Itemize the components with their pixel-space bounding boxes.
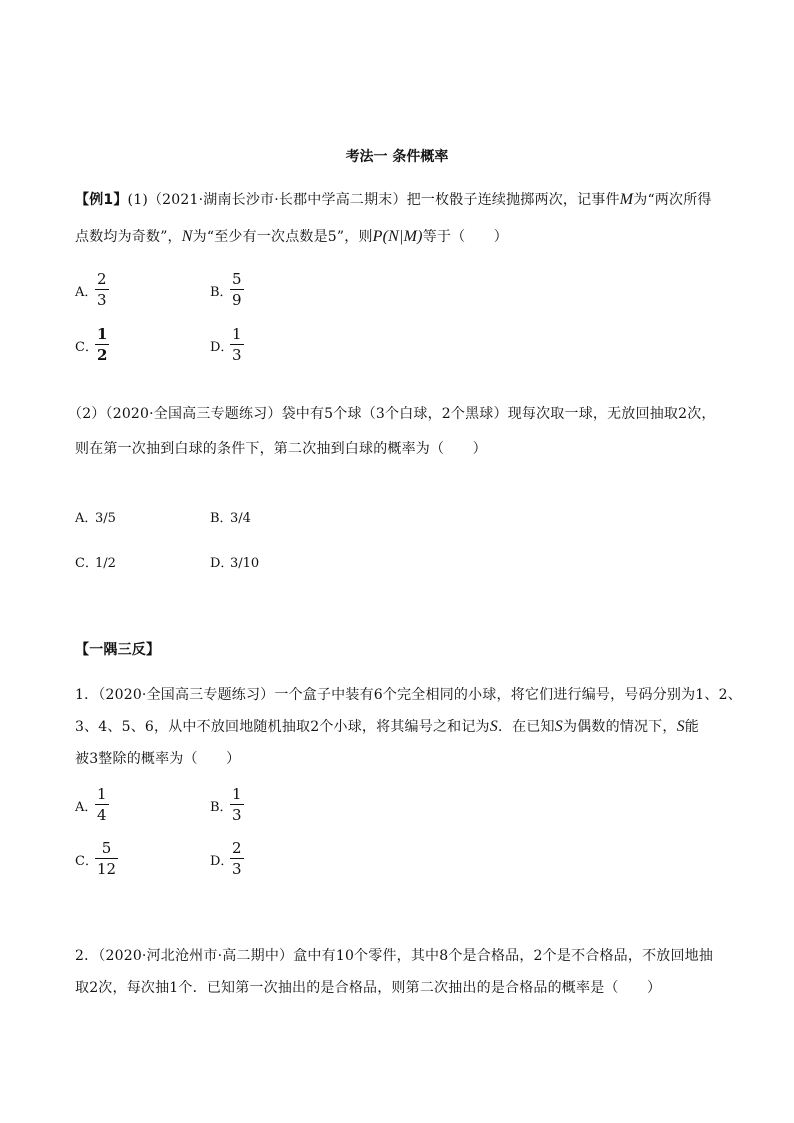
option-label: B． bbox=[210, 511, 233, 526]
fraction: $\frac{5}{12}$ bbox=[97, 839, 117, 878]
q1-text-d: 能 bbox=[684, 719, 699, 735]
var-n: N bbox=[181, 228, 193, 245]
option-label: D． bbox=[210, 339, 234, 355]
example1-text-e: 等于（ ） bbox=[422, 229, 508, 245]
example1-part2-line1: （2）（2020·全国高三专题练习）袋中有5个球（3个白球，2个黑球）现每次取一球，无放回抽取2次， bbox=[68, 406, 716, 422]
option-label: A． bbox=[75, 284, 98, 300]
option-text: 3/4 bbox=[230, 511, 251, 526]
option-d[interactable] bbox=[210, 841, 244, 877]
q2-line2: 取2次，每次抽1个．已知第一次抽出的是合格品，则第二次抽出的是合格品的概率是（ ） bbox=[75, 980, 662, 996]
fraction: $\frac{2}{3}$ bbox=[97, 270, 107, 309]
example1-line2 bbox=[75, 226, 508, 246]
q1-line2 bbox=[75, 716, 699, 736]
option-b[interactable] bbox=[210, 272, 244, 308]
option-c[interactable] bbox=[75, 552, 116, 571]
prob-expression: P(N|M) bbox=[372, 228, 423, 245]
option-c[interactable] bbox=[75, 841, 118, 877]
q1-line3: 被3整除的概率为（ ） bbox=[75, 751, 241, 767]
q1-text-c: 为偶数的情况下， bbox=[562, 719, 677, 735]
fraction: $\frac{1}{2}$ bbox=[97, 325, 108, 364]
option-a[interactable] bbox=[75, 272, 109, 308]
option-a[interactable] bbox=[75, 507, 116, 526]
option-b[interactable] bbox=[210, 507, 251, 526]
example1-line1 bbox=[75, 189, 712, 209]
option-label: D． bbox=[210, 556, 234, 571]
q2-line1: 2．（2020·河北沧州市·高二期中）盒中有10个零件，其中8个是合格品，2个是不合格品，不放回地抽 bbox=[75, 948, 714, 964]
q1-text-a: 3、4、5、6，从中不放回地随机抽取2个小球，将其编号之和记为 bbox=[75, 719, 490, 735]
option-label: D． bbox=[210, 853, 234, 869]
option-text: 1/2 bbox=[95, 556, 116, 571]
option-text: 3/10 bbox=[230, 556, 260, 571]
option-d[interactable] bbox=[210, 327, 244, 363]
option-d[interactable] bbox=[210, 552, 259, 571]
option-b[interactable] bbox=[210, 787, 244, 823]
q1-text-b: ．在已知 bbox=[497, 719, 555, 735]
example1-part2-line2: 则在第一次抽到白球的条件下，第二次抽到白球的概率为（ ） bbox=[75, 441, 487, 457]
example1-text-c: 点数均为奇数”， bbox=[75, 229, 182, 245]
fraction: $\frac{1}{4}$ bbox=[97, 785, 107, 824]
var-s: S bbox=[554, 718, 563, 735]
option-label: A． bbox=[75, 511, 98, 526]
option-label: C． bbox=[75, 556, 98, 571]
var-m: M bbox=[619, 191, 634, 208]
fraction: $\frac{5}{9}$ bbox=[232, 270, 242, 309]
fraction: $\frac{2}{3}$ bbox=[232, 839, 242, 878]
option-text: 3/5 bbox=[95, 511, 116, 526]
fraction: $\frac{1}{3}$ bbox=[232, 325, 242, 364]
option-c[interactable] bbox=[75, 327, 109, 363]
option-label: B． bbox=[210, 284, 233, 300]
option-label: A． bbox=[75, 799, 98, 815]
option-label: C． bbox=[75, 339, 98, 355]
example-tag: 【例1】 bbox=[75, 192, 128, 208]
section-title: 考法一 条件概率 bbox=[345, 149, 449, 165]
var-s: S bbox=[489, 718, 498, 735]
example1-text-a: (1)（2021·湖南长沙市·长郡中学高二期末）把一枚骰子连续抛掷两次，记事件 bbox=[127, 192, 620, 208]
var-s: S bbox=[676, 718, 685, 735]
q1-line1: 1．（2020·全国高三专题练习）一个盒子中装有6个完全相同的小球，将它们进行编号，号码分别为1、2、 bbox=[75, 687, 742, 703]
option-label: B． bbox=[210, 799, 233, 815]
section-heading: 【一隅三反】 bbox=[75, 642, 161, 658]
option-a[interactable] bbox=[75, 787, 109, 823]
example1-text-b: 为“两次所得 bbox=[633, 192, 712, 208]
option-label: C． bbox=[75, 853, 98, 869]
fraction: $\frac{1}{3}$ bbox=[232, 785, 242, 824]
example1-text-d: 为“至少有一次点数是5”，则 bbox=[192, 229, 373, 245]
